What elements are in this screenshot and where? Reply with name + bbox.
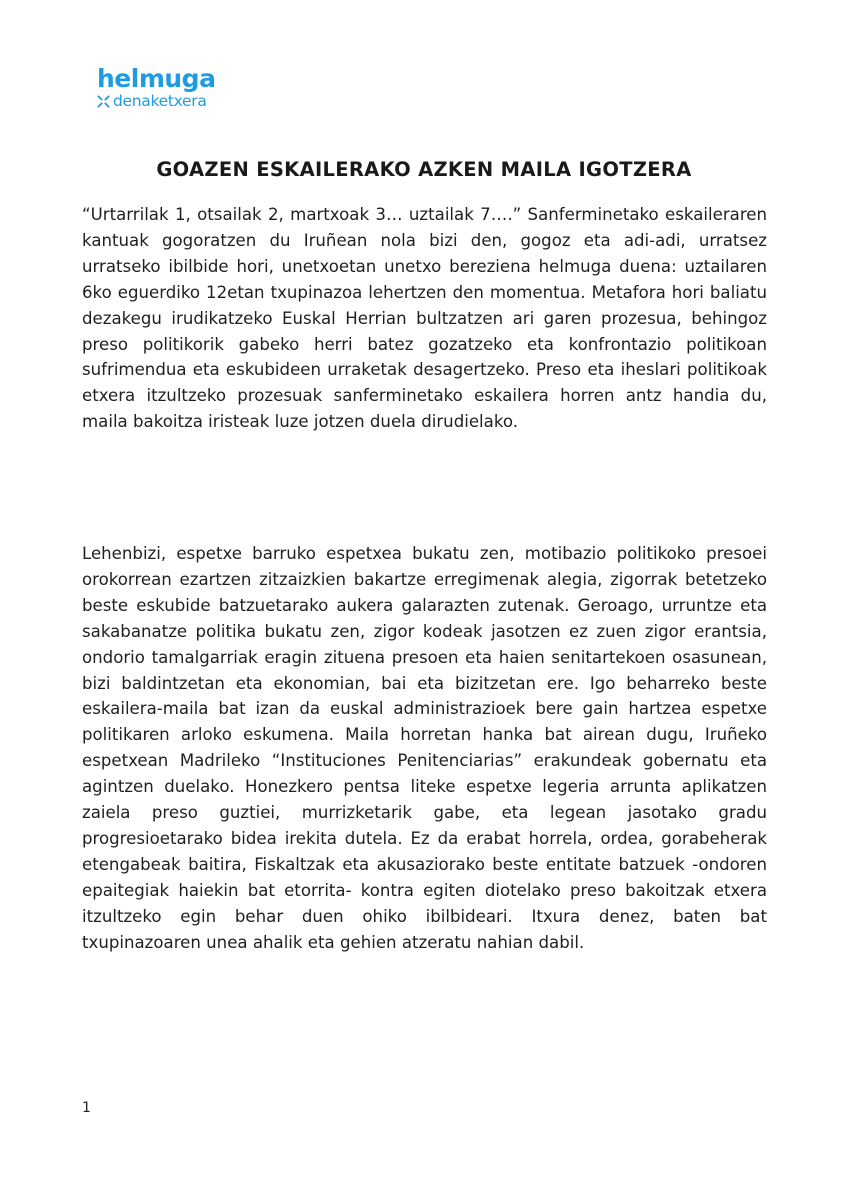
brand-logo: [97, 66, 247, 110]
document-title: GOAZEN ESKAILERAKO AZKEN MAILA IGOTZERA: [156, 158, 692, 181]
logo-tagline: denaketxera: [113, 92, 207, 110]
logo-brand-name: helmuga: [97, 64, 216, 93]
paragraph-intro: “Urtarrilak 1, otsailak 2, martxoak 3… uztailak 7….” Sanferminetako eskaileraren kantuak gogoratzen du Iruñean nola bizi den, gogoz eta adi-adi, urratsez urratseko ibilbide hori, unetxoetan unetxo bereziena helmuga duena: uztailaren 6ko eguerdiko 12etan txupinazoa lehertzen den momentua. Metafora hori baliatu dezakegu irudikatzeko Euskal Herrian bultzatzen ari garen prozesua, behingoz preso politikorik gabeko herri batez gozatzeko eta konfrontazio politikoan sufrimendua eta eskubideen urraketak desagertzeko. Preso eta iheslari politikoak etxera itzultzeko prozesuak sanferminetako eskailera horren antz handia du, maila bakoitza iristeak luze jotzen duela dirudielako.: [82, 205, 767, 432]
page-number: 1: [82, 1100, 91, 1116]
arrows-converging-icon: [97, 95, 110, 108]
logo-tagline-row: [97, 92, 247, 110]
paragraph-body: Lehenbizi, espetxe barruko espetxea bukatu zen, motibazio politikoko presoei orokorrean ezartzen zitzaizkien bakartze erregimenak alegia, zigorrak betetzeko beste eskubide batzuetarako aukera galarazten zutenak. Geroago, urruntze eta sakabanatze politika bukatu zen, zigor kodeak jasotzen ez zuen zigor erantsia, ondorio tamalgarriak eragin zituena presoen eta haien senitartekoen osasunean, bizi baldintzetan eta ekonomian, bai eta bizitzetan ere. Igo beharreko beste eskailera-maila bat izan da euskal administrazioek bere gain hartzea espetxe politikaren arloko eskumena. Maila horretan hanka bat airean dugu, Iruñeko espetxean Madrileko “Instituciones Penitenciarias” erakundeak gobernatu eta agintzen duelako. Honezkero pentsa liteke espetxe legeria arrunta aplikatzen zaiela preso guztiei, murrizketarik gabe, eta legean jasotako gradu progresioetarako bidea irekita dutela. Ez da erabat horrela, ordea, gorabeherak etengabeak baitira, Fiskaltzak eta akusaziorako beste entitate batzuek -ondoren epaitegiak haiekin bat etorrita- kontra egiten diotelako preso bakoitzak etxera itzultzeko egin behar duen ohiko ibilbideari. Itxura denez, baten bat txupinazoaren unea ahalik eta gehien atzeratu nahian dabil.: [82, 544, 767, 952]
